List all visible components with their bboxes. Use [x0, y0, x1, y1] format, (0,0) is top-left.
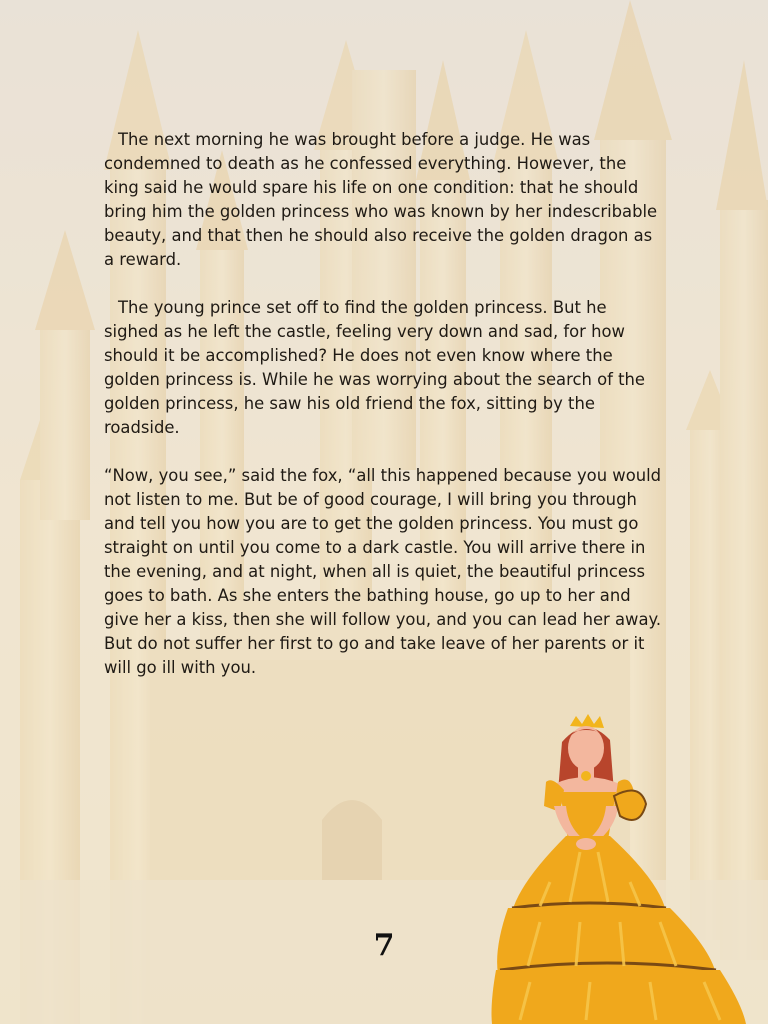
story-text	[104, 128, 664, 704]
crown-icon	[570, 714, 604, 728]
story-paragraph: “Now, you see,” said the fox, “all this happened because you would not listen to me. But be of good courage, I will bring you through and tell you how you are to get the golden princess. You must go straight on until you come to a dark castle. You will arrive there in the evening, and at night, when all is quiet, the beautiful princess goes to bath. As she enters the bathing house, go up to her and give her a kiss, then she will follow you, and you can lead her away. But do not suffer her first to go and take leave of her parents or it will go ill with you.	[104, 466, 662, 677]
page-number: 7	[373, 928, 395, 963]
story-paragraph: The young prince set off to find the golden princess. But he sighed as he left the castle, feeling very down and sad, for how should it be accomplished? He does not even know where the golden princess is. While he was worrying about the search of the golden princess, he saw his old friend the fox, sitting by the roadside.	[104, 298, 645, 437]
princess-illustration	[490, 712, 750, 1024]
story-paragraph: The next morning he was brought before a judge. He was condemned to death as he confessed everything. However, the king said he would spare his life on one condition: that he should bring him the golden princess who was known by her indescribable beauty, and that then he should also receive the golden dragon as a reward.	[104, 130, 658, 269]
